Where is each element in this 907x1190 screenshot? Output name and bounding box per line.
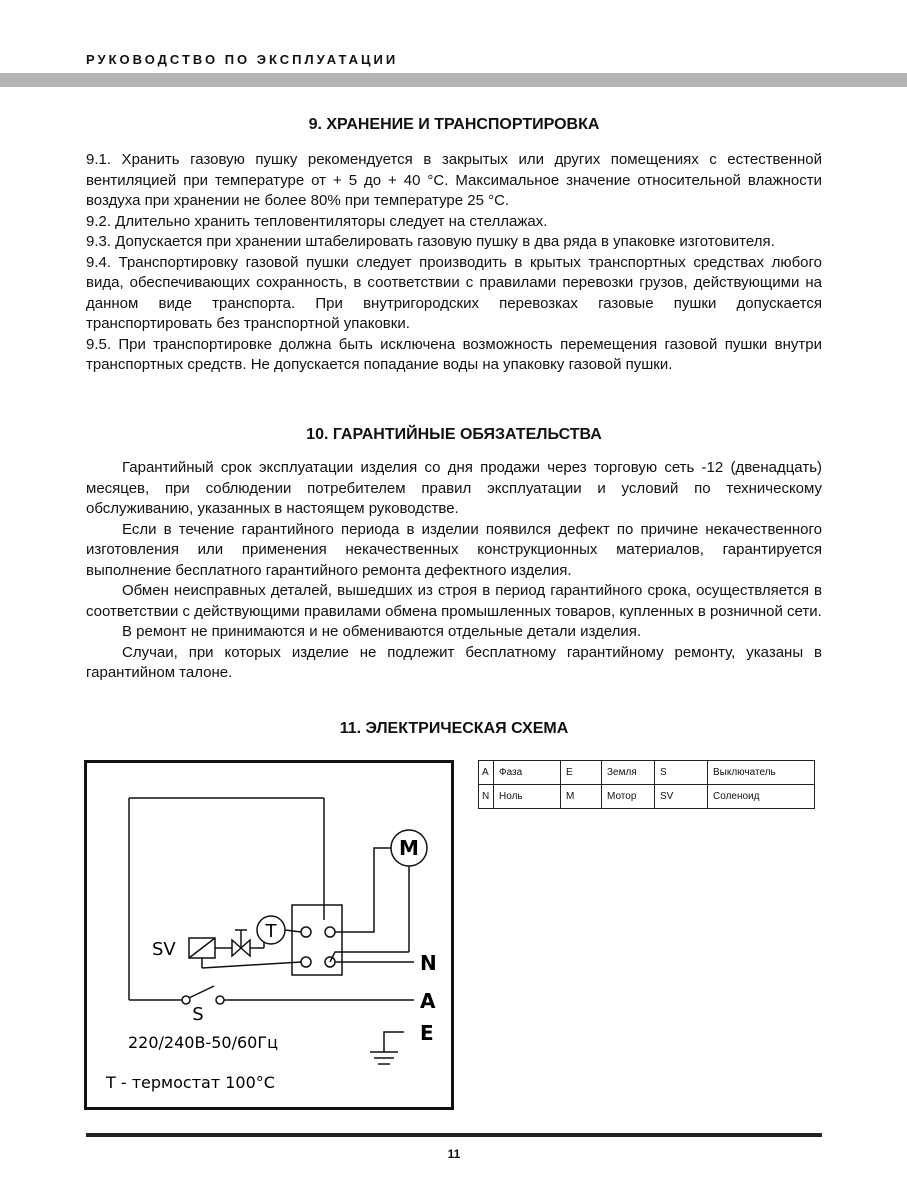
legend-meaning: Выключатель <box>708 761 815 785</box>
switch-contact-right <box>216 996 224 1004</box>
terminal-2 <box>325 927 335 937</box>
motor-label: M <box>399 836 419 860</box>
paragraph: 9.4. Транспортировку газовой пушки следует производить в крытых транспортных средствах любого вида, обеспечивающих сохранность, в соответствии с правилами перевозки грузов, действующими на данном виде транспорта. При внутригородских перевозках газовые пушки допускается транспортировать без транспортной упаковки. <box>86 253 822 332</box>
warranty-text <box>86 458 822 684</box>
paragraph: 9.2. Длительно хранить тепловентиляторы следует на стеллажах. <box>86 212 548 230</box>
section-title-storage: 9. ХРАНЕНИЕ И ТРАНСПОРТИРОВКА <box>308 116 600 133</box>
legend-letter: N <box>479 785 494 809</box>
paragraph: 9.5. При транспортировке должна быть исключена возможность перемещения газовой пушки внутри транспортных средств. Не допускается попадание воды на упаковку газовой пушки. <box>86 335 822 373</box>
legend-letter: E <box>561 761 602 785</box>
terminal-3 <box>301 957 311 967</box>
legend-letter: A <box>479 761 494 785</box>
page-number: 11 <box>447 1147 461 1161</box>
footer-line <box>86 1133 822 1137</box>
voltage-label: 220/240В-50/60Гц <box>128 1033 278 1052</box>
paragraph: В ремонт не принимаются и не обмениваются отдельные детали изделия. <box>122 623 642 640</box>
header-bar <box>0 73 907 87</box>
legend-letter: SV <box>655 785 708 809</box>
paragraph: Гарантийный срок эксплуатации изделия со дня продажи через торговую сеть -12 (двенадцать) месяцев, при соблюдении потребителем правил эксплуатации и условий по техническому обслуживанию, указанных в настоящем руководстве. <box>86 459 822 517</box>
paragraph: Обмен неисправных деталей, вышедших из строя в период гарантийного срока, осуществляется в соответствии с действующими правилами обмена промышленных товаров, купленных в розничной сети. <box>86 582 822 620</box>
switch-contact-left <box>182 996 190 1004</box>
paragraph: Если в течение гарантийного периода в изделии появился дефект по причине некачественного изготовления или применения некачественных конструкционных материалов, гарантируется выполнение бесплатного гарантийного ремонта дефектного изделия. <box>86 520 822 579</box>
legend-table <box>478 760 815 809</box>
paragraph: Случаи, при которых изделие не подлежит бесплатному гарантийному ремонту, указаны в гарантийном талоне. <box>86 643 822 681</box>
terminal-1 <box>301 927 311 937</box>
legend-letter: S <box>655 761 708 785</box>
thermostat-label: T <box>265 921 277 942</box>
switch-lever <box>189 986 214 998</box>
legend-row <box>479 761 815 785</box>
paragraph: 9.1. Хранить газовую пушку рекомендуется в закрытых или других помещениях с естественной вентиляцией при температуре от + 5 до + 40 °С. Максимальное значение относительной влажности воздуха при хранении не более 80% при температуре 25 °С. <box>86 151 822 209</box>
legend-meaning: Соленоид <box>708 785 815 809</box>
earth-label: E <box>420 1021 434 1045</box>
phase-label: A <box>420 989 436 1013</box>
switch-label: S <box>192 1004 204 1025</box>
storage-text <box>86 150 822 376</box>
legend-meaning: Земля <box>602 761 655 785</box>
wiring-diagram <box>84 760 454 1110</box>
legend-row <box>479 785 815 809</box>
legend-meaning: Фаза <box>494 761 561 785</box>
legend-letter: M <box>561 785 602 809</box>
legend-meaning: Ноль <box>494 785 561 809</box>
legend-meaning: Мотор <box>602 785 655 809</box>
solenoid-label: SV <box>152 939 176 960</box>
neutral-label: N <box>420 951 437 975</box>
paragraph: 9.3. Допускается при хранении штабелировать газовую пушку в два ряда в упаковке изготовителя. <box>86 233 775 250</box>
thermostat-note: Т - термостат 100°С <box>106 1073 275 1092</box>
page-header: РУКОВОДСТВО ПО ЭКСПЛУАТАЦИИ <box>86 52 399 67</box>
section-title-warranty: 10. ГАРАНТИЙНЫЕ ОБЯЗАТЕЛЬСТВА <box>306 426 602 443</box>
section-title-scheme: 11. ЭЛЕКТРИЧЕСКАЯ СХЕМА <box>339 720 569 737</box>
